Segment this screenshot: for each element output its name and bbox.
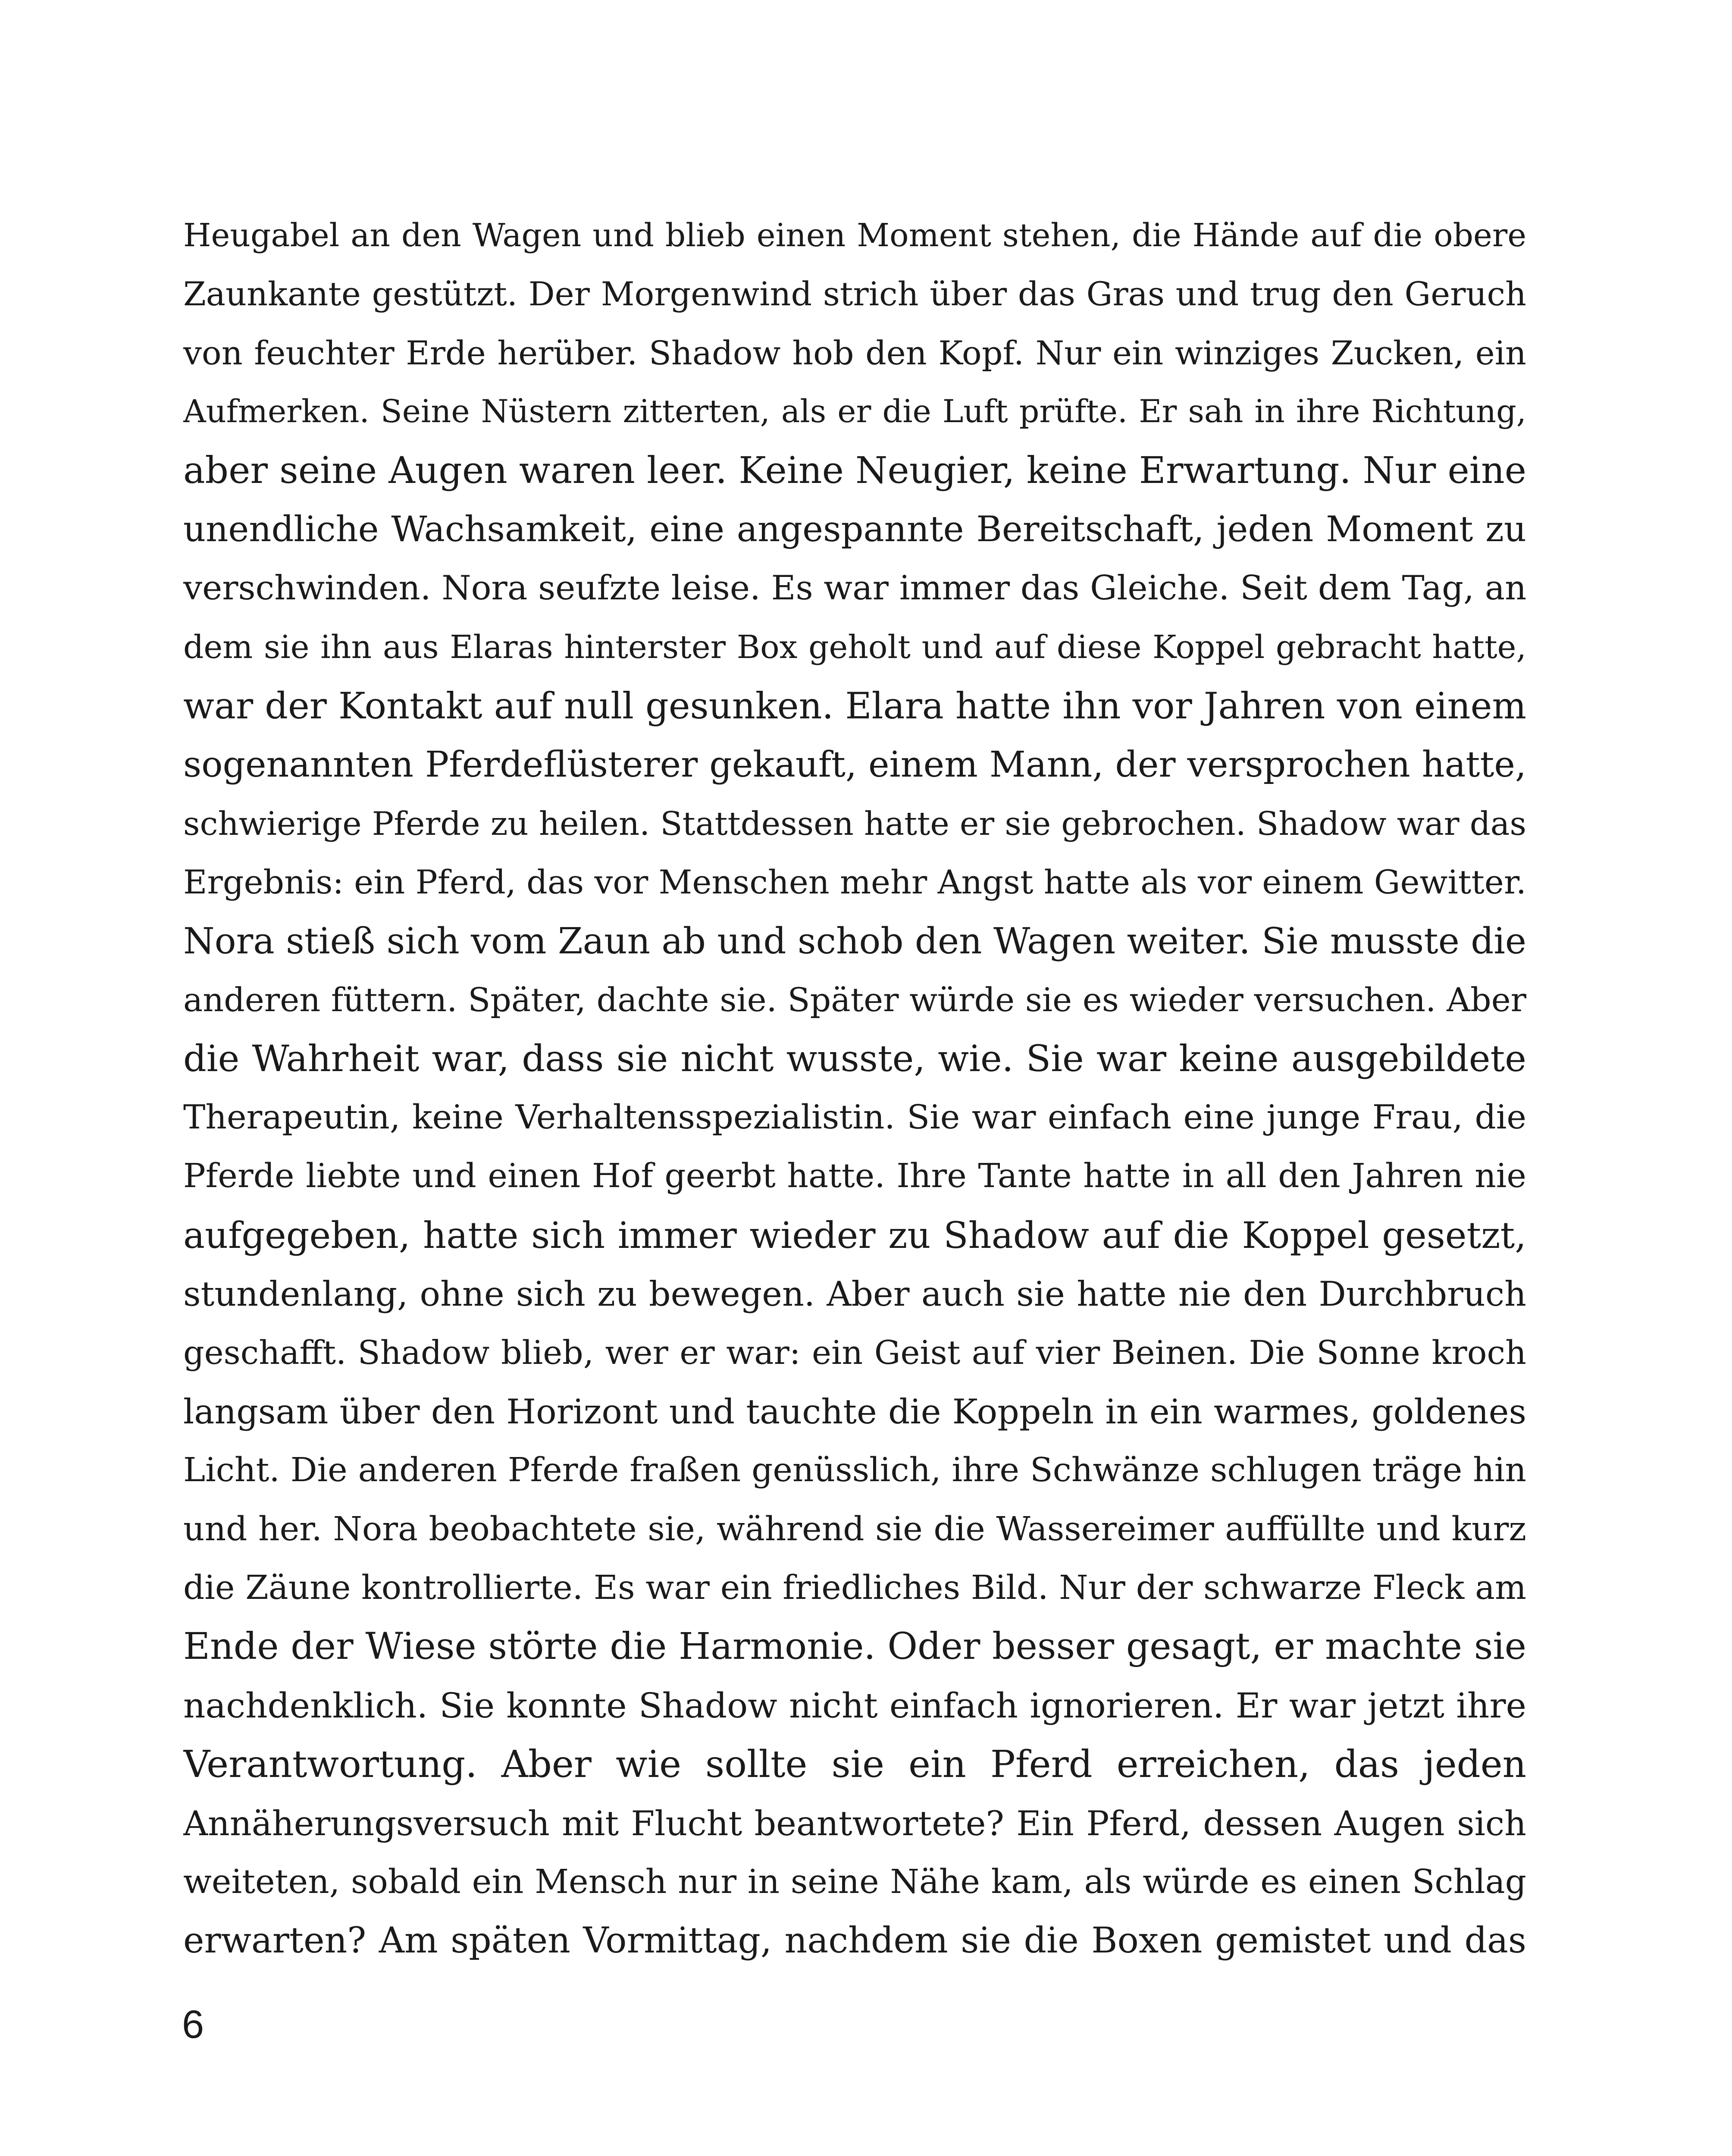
text-line: Aufmerken. Seine Nüstern zitterten, als er die Luft prüfte. Er sah in ihre Richtung, xyxy=(183,393,1526,430)
text-line: Ende der Wiese störte die Harmonie. Oder besser gesagt, er machte sie xyxy=(183,1625,1526,1668)
text-line: stundenlang, ohne sich zu bewegen. Aber auch sie hatte nie den Durchbruch xyxy=(183,1274,1526,1314)
text-line: und her. Nora beobachtete sie, während sie die Wassereimer auffüllte und kurz xyxy=(183,1510,1526,1548)
body-text xyxy=(183,206,1526,1971)
text-line: die Wahrheit war, dass sie nicht wusste, wie. Sie war keine ausgebildete xyxy=(183,1037,1526,1080)
text-line: dem sie ihn aus Elaras hinterster Box geholt und auf diese Koppel gebracht hatte, xyxy=(183,628,1526,666)
text-line: Therapeutin, keine Verhaltensspezialistin. Sie war einfach eine junge Frau, die xyxy=(183,1098,1526,1137)
text-line: unendliche Wachsamkeit, eine angespannte Bereitschaft, jeden Moment zu xyxy=(183,509,1526,550)
text-line: aufgegeben, hatte sich immer wieder zu Shadow auf die Koppel gesetzt, xyxy=(183,1214,1526,1257)
text-line: war der Kontakt auf null gesunken. Elara hatte ihn vor Jahren von einem xyxy=(183,685,1526,727)
text-line: Licht. Die anderen Pferde fraßen genüsslich, ihre Schwänze schlugen träge hin xyxy=(183,1451,1526,1490)
text-line: Annäherungsversuch mit Flucht beantwortete? Ein Pferd, dessen Augen sich xyxy=(183,1803,1526,1843)
text-line: sogenannten Pferdeflüsterer gekauft, einem Mann, der versprochen hatte, xyxy=(183,744,1526,785)
text-line: geschafft. Shadow blieb, wer er war: ein Geist auf vier Beinen. Die Sonne kroch xyxy=(183,1333,1526,1372)
text-line: Nora stieß sich vom Zaun ab und schob den Wagen weiter. Sie musste die xyxy=(183,920,1526,962)
text-line: erwarten? Am späten Vormittag, nachdem sie die Boxen gemistet und das xyxy=(183,1920,1526,1962)
text-line: Verantwortung. Aber wie sollte sie ein Pferd erreichen, das jeden xyxy=(183,1743,1526,1786)
page-number: 6 xyxy=(182,2002,204,2046)
text-line: die Zäune kontrollierte. Es war ein friedliches Bild. Nur der schwarze Fleck am xyxy=(183,1568,1526,1607)
text-line: aber seine Augen waren leer. Keine Neugier, keine Erwartung. Nur eine xyxy=(183,449,1526,492)
text-line: langsam über den Horizont und tauchte die Koppeln in ein warmes, goldenes xyxy=(183,1391,1526,1432)
text-line: weiteten, sobald ein Mensch nur in seine Nähe kam, als würde es einen Schlag xyxy=(183,1862,1526,1901)
text-line: anderen füttern. Später, dachte sie. Später würde sie es wieder versuchen. Aber xyxy=(183,981,1526,1019)
text-line: nachdenklich. Sie konnte Shadow nicht einfach ignorieren. Er war jetzt ihre xyxy=(183,1685,1526,1726)
text-line: Ergebnis: ein Pferd, das vor Menschen mehr Angst hatte als vor einem Gewitter. xyxy=(183,863,1526,902)
text-line: schwierige Pferde zu heilen. Stattdessen hatte er sie gebrochen. Shadow war das xyxy=(183,804,1526,843)
text-line: von feuchter Erde herüber. Shadow hob den Kopf. Nur ein winziges Zucken, ein xyxy=(183,333,1526,372)
text-line: Pferde liebte und einen Hof geerbt hatte. Ihre Tante hatte in all den Jahren nie xyxy=(183,1157,1526,1196)
text-line: Zaunkante gestützt. Der Morgenwind strich über das Gras und trug den Geruch xyxy=(183,275,1526,313)
text-line: Heugabel an den Wagen und blieb einen Moment stehen, die Hände auf die obere xyxy=(183,217,1526,254)
text-line: verschwinden. Nora seufzte leise. Es war immer das Gleiche. Seit dem Tag, an xyxy=(183,569,1526,608)
